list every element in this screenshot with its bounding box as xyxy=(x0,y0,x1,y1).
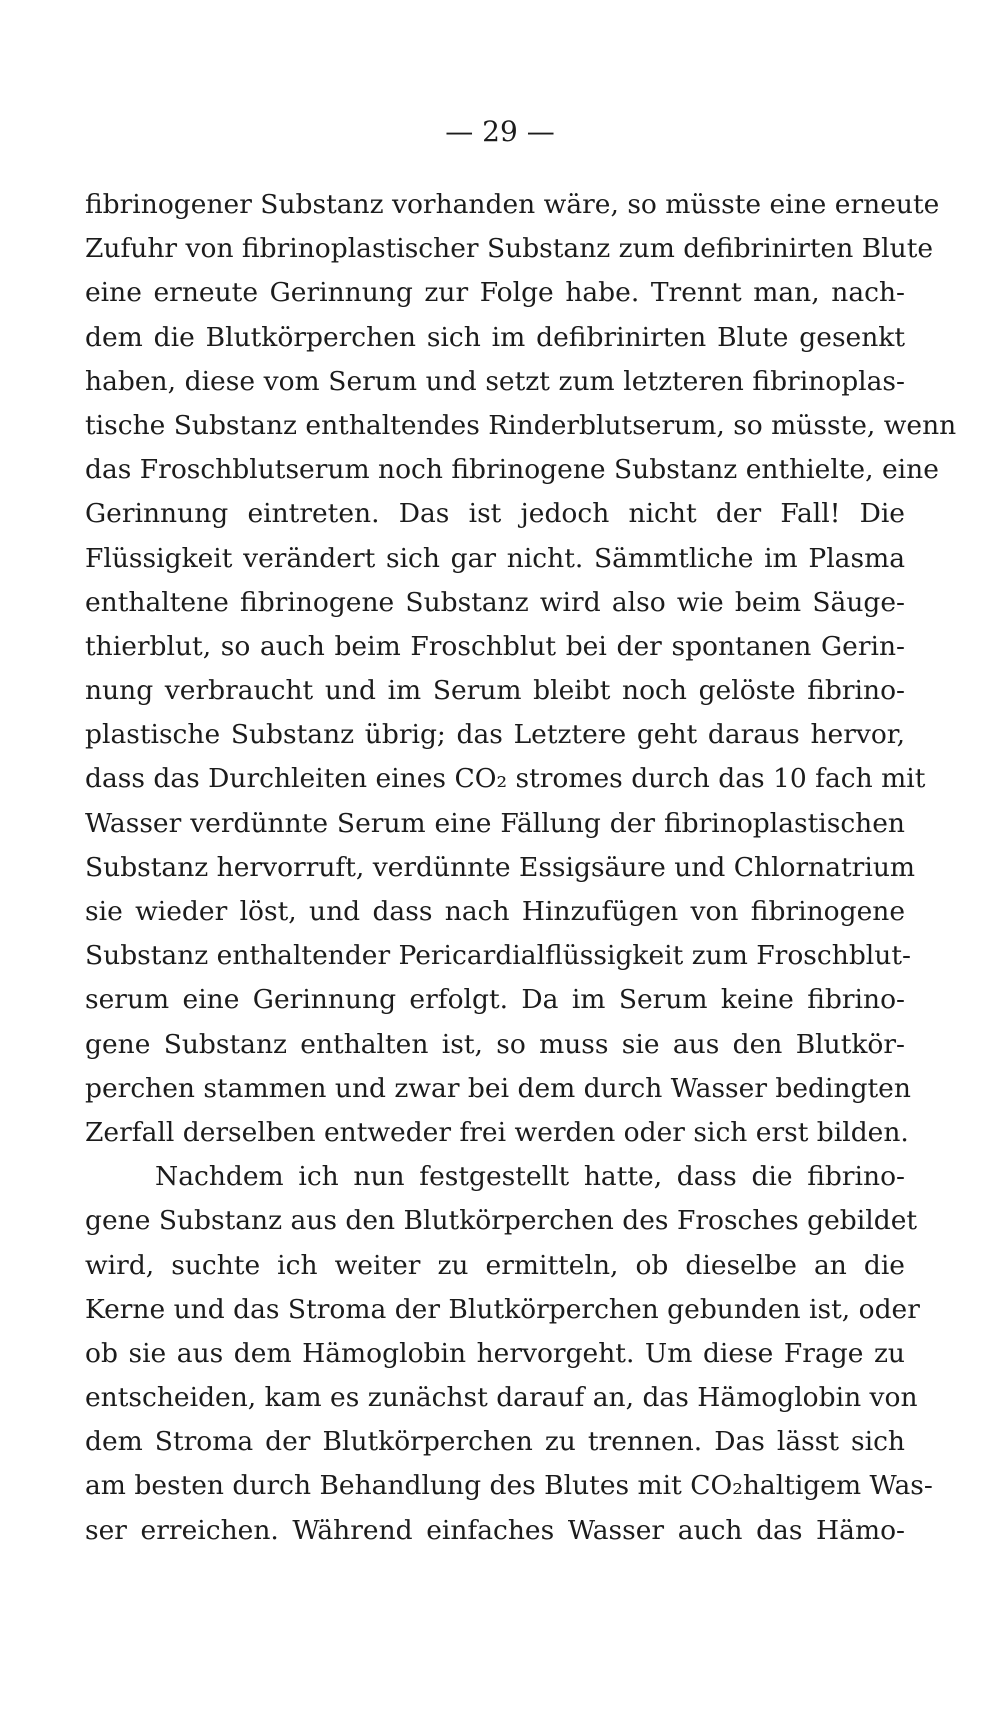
text-line: sie wieder löst, und dass nach Hinzufügen von fibrinogene xyxy=(85,896,905,927)
text-line: serum eine Gerinnung erfolgt. Da im Serum keine fibrino- xyxy=(85,984,905,1016)
text-line: plastische Substanz übrig; das Letztere geht daraus hervor, xyxy=(85,719,905,751)
text-line: thierblut, so auch beim Froschblut bei der spontanen Gerin- xyxy=(85,630,905,662)
text-line: Nachdem ich nun festgestellt hatte, dass die fibrino- xyxy=(155,1161,905,1193)
text-line: tische Substanz enthaltendes Rinderblutserum, so müsste, wenn xyxy=(85,409,957,441)
text-line: Gerinnung eintreten. Das ist jedoch nicht der Fall! Die xyxy=(85,498,905,530)
text-line: ser erreichen. Während einfaches Wasser auch das Hämo- xyxy=(85,1514,905,1546)
text-line: nung verbraucht und im Serum bleibt noch gelöste fibrino- xyxy=(85,675,905,707)
text-line: das Froschblutserum noch fibrinogene Substanz enthielte, eine xyxy=(85,454,939,486)
paragraph-2 xyxy=(85,1155,933,1553)
text-line: perchen stammen und zwar bei dem durch Wasser bedingten xyxy=(85,1072,911,1104)
text-line: haben, diese vom Serum und setzt zum letzteren fibrinoplas- xyxy=(85,365,905,397)
paragraph-1 xyxy=(85,183,957,1155)
text-line: entscheiden, kam es zunächst darauf an, das Hämoglobin von xyxy=(85,1382,918,1414)
text-line: enthaltene fibrinogene Substanz wird also wie beim Säuge- xyxy=(85,586,905,618)
text-line: Wasser verdünnte Serum eine Fällung der fibrinoplastischen xyxy=(85,807,905,839)
text-line: Zerfall derselben entweder frei werden oder sich erst bilden. xyxy=(85,1116,909,1148)
text-line: Kerne und das Stroma der Blutkörperchen gebunden ist, oder xyxy=(85,1293,920,1325)
text-line: am besten durch Behandlung des Blutes mit CO₂haltigem Was- xyxy=(85,1470,933,1502)
body-text xyxy=(85,183,957,1553)
text-line: wird, suchte ich weiter zu ermitteln, ob dieselbe an die xyxy=(85,1249,905,1281)
text-line: ob sie aus dem Hämoglobin hervorgeht. Um diese Frage zu xyxy=(85,1337,905,1369)
text-line: fibrinogener Substanz vorhanden wäre, so müsste eine erneute xyxy=(85,189,940,220)
text-line: dass das Durchleiten eines CO₂ stromes durch das 10 fach mit xyxy=(85,763,926,795)
text-line: Substanz enthaltender Pericardialflüssigkeit zum Froschblut- xyxy=(85,940,911,972)
text-line: eine erneute Gerinnung zur Folge habe. Trennt man, nach- xyxy=(85,277,905,309)
text-line: Substanz hervorruft, verdünnte Essigsäure und Chlornatrium xyxy=(85,851,916,883)
text-line: Flüssigkeit verändert sich gar nicht. Sämmtliche im Plasma xyxy=(85,542,905,574)
text-line: Zufuhr von fibrinoplastischer Substanz zum defibrinirten Blute xyxy=(85,233,934,265)
page-number: — 29 — xyxy=(445,115,555,148)
text-line: gene Substanz aus den Blutkörperchen des Frosches gebildet xyxy=(85,1205,918,1237)
text-line: dem die Blutkörperchen sich im defibrinirten Blute gesenkt xyxy=(85,321,905,353)
text-line: dem Stroma der Blutkörperchen zu trennen. Das lässt sich xyxy=(85,1426,905,1458)
text-line: gene Substanz enthalten ist, so muss sie aus den Blutkör- xyxy=(85,1028,905,1060)
